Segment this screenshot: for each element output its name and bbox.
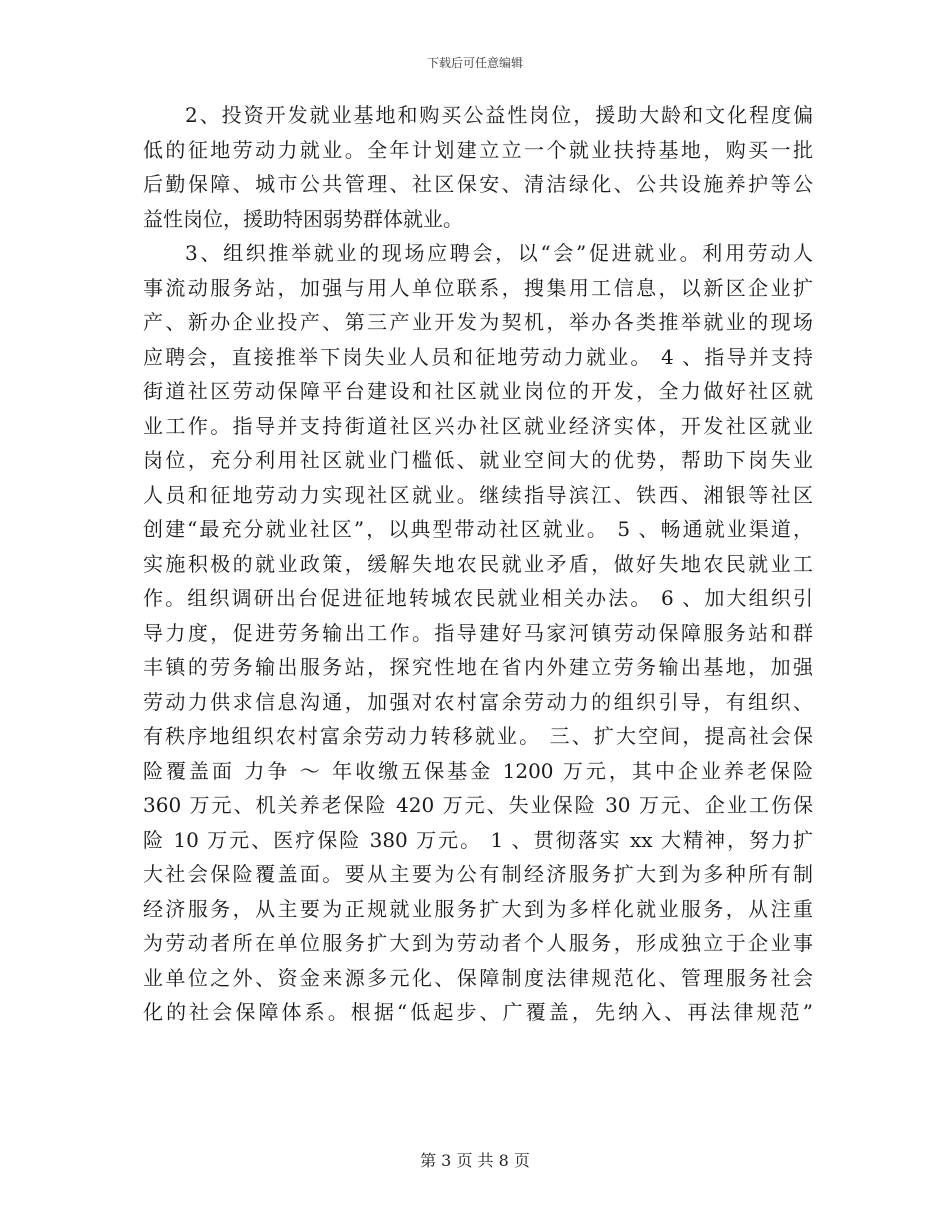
body-line: 导力度，促进劳务输出工作。指导建好马家河镇劳动保障服务站和群 xyxy=(143,620,813,645)
body-line: 实施积极的就业政策，缓解失地农民就业矛盾，做好失地农民就业工 xyxy=(143,551,813,576)
body-line: 为劳动者所在单位服务扩大到为劳动者个人服务，形成独立于企业事 xyxy=(143,931,813,955)
page-header-note: 下载后可任意编辑 xyxy=(426,56,523,70)
body-line: 有秩序地组织农村富余劳动力转移就业。 三、扩大空间，提高社会保 xyxy=(143,724,813,748)
page-number-footer: 第 3 页 共 8 页 xyxy=(420,1151,530,1170)
body-line: 岗位，充分利用社区就业门槛低、就业空间大的优势，帮助下岗失业 xyxy=(143,448,813,472)
body-line: 作。组织调研出台促进征地转城农民就业相关办法。 6 、加大组织引 xyxy=(143,586,813,610)
body-line: 经济服务，从主要为正规就业服务扩大到为多样化就业服务，从注重 xyxy=(143,896,813,921)
body-line: 360 万元、机关养老保险 420 万元、失业保险 30 万元、企业工伤保 xyxy=(143,793,813,817)
body-line: 益性岗位，援助特困弱势群体就业。 xyxy=(143,206,463,231)
body-line: 创建“最充分就业社区”，以典型带动社区就业。 5 、畅通就业渠道， xyxy=(143,517,813,541)
body-line: 业工作。指导并支持街道社区兴办社区就业经济实体，开发社区就业 xyxy=(143,413,813,438)
body-line: 低的征地劳动力就业。全年计划建立立一个就业扶持基地，购买一批 xyxy=(143,137,813,162)
body-line: 事流动服务站，加强与用人单位联系，搜集用工信息，以新区企业扩 xyxy=(143,275,813,300)
body-line: 3、组织推举就业的现场应聘会，以“会”促进就业。利用劳动人 xyxy=(185,241,813,265)
body-line: 险覆盖面 力争 ～ 年收缴五保基金 1200 万元，其中企业养老保险 xyxy=(143,758,813,783)
body-line: 2、投资开发就业基地和购买公益性岗位，援助大龄和文化程度偏 xyxy=(185,103,813,127)
body-line: 劳动力供求信息沟通，加强对农村富余劳动力的组织引导，有组织、 xyxy=(143,689,813,714)
document-body xyxy=(143,98,813,1030)
body-line: 险 10 万元、医疗保险 380 万元。 1 、贯彻落实 xx 大精神，努力扩 xyxy=(143,827,813,852)
body-line: 后勤保障、城市公共管理、社区保安、清洁绿化、公共设施养护等公 xyxy=(143,172,813,196)
body-line: 街道社区劳动保障平台建设和社区就业岗位的开发，全力做好社区就 xyxy=(143,379,813,403)
body-line: 大社会保险覆盖面。要从主要为公有制经济服务扩大到为多种所有制 xyxy=(143,862,813,886)
body-line: 业单位之外、资金来源多元化、保障制度法律规范化、管理服务社会 xyxy=(143,965,813,990)
body-line: 丰镇的劳务输出服务站，探究性地在省内外建立劳务输出基地，加强 xyxy=(143,655,813,679)
body-line: 应聘会，直接推举下岗失业人员和征地劳动力就业。 4 、指导并支持 xyxy=(143,344,813,369)
body-line: 人员和征地劳动力实现社区就业。继续指导滨江、铁西、湘银等社区 xyxy=(143,482,813,507)
body-line: 产、新办企业投产、第三产业开发为契机，举办各类推举就业的现场 xyxy=(143,310,813,334)
body-line: 化的社会保障体系。根据“低起步、广覆盖，先纳入、再法律规范” xyxy=(143,1000,813,1024)
